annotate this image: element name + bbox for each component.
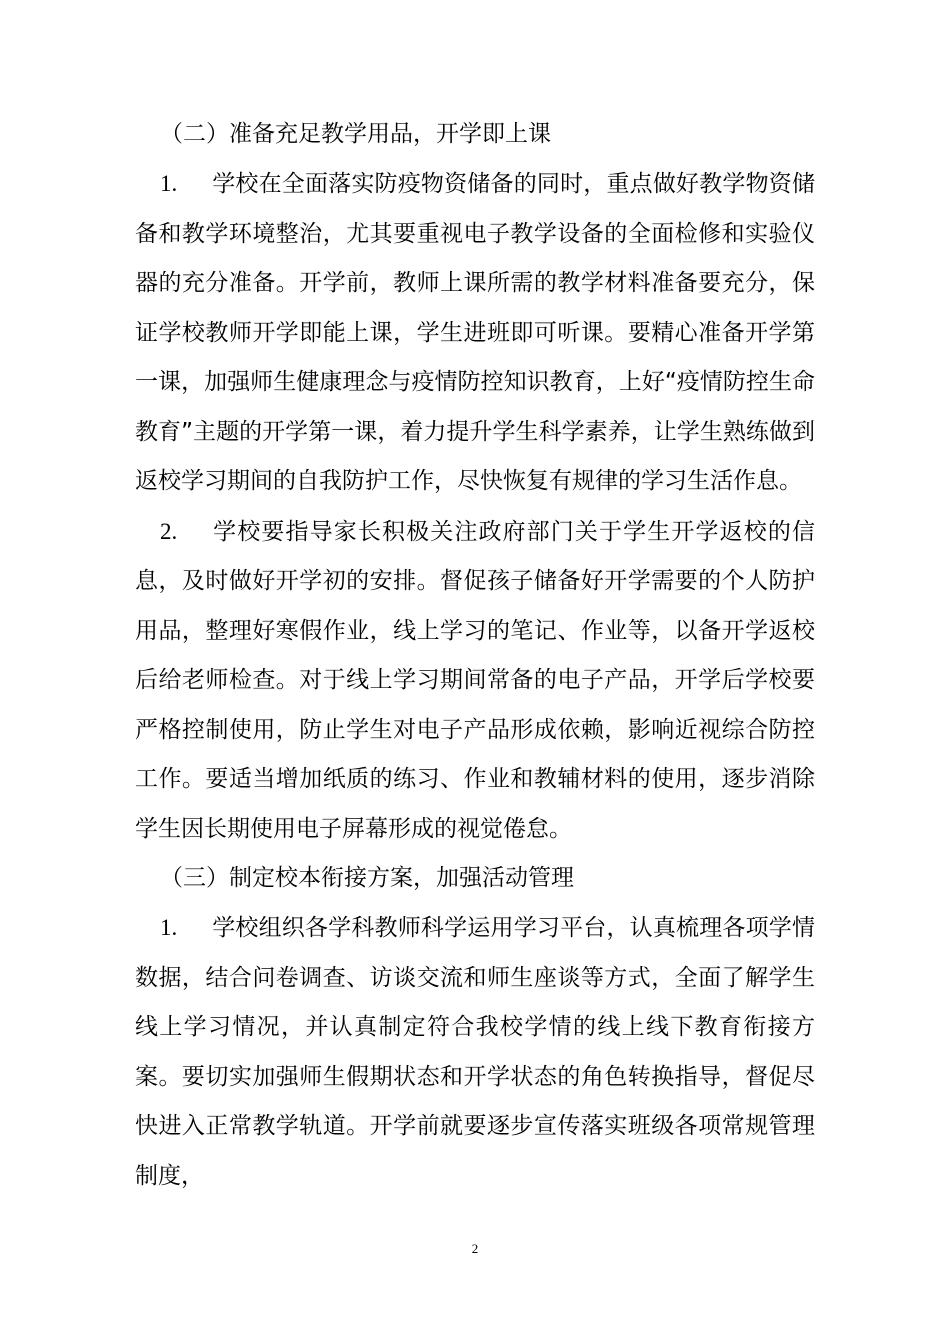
- list-item: [135, 903, 815, 1201]
- item-number: 2.: [160, 518, 178, 544]
- item-text: 学校要指导家长积极关注政府部门关于学生开学返校的信息，及时做好开学初的安排。督促孩子储备好开学需要的个人防护用品，整理好寒假作业，线上学习的笔记、作业等，以备开学返校后给老师检查。对于线上学习期间常备的电子产品，开学后学校要严格控制使用，防止学生对电子产品形成依赖，影响近视综合防控工作。要适当增加纸质的练习、作业和教辅材料的使用，逐步消除学生因长期使用电子屏幕形成的视觉倦怠。: [135, 518, 815, 842]
- document-body: [135, 110, 815, 1201]
- item-text: 学校在全面落实防疫物资储备的同时，重点做好教学物资储备和教学环境整治，尤其要重视电子教学设备的全面检修和实验仪器的充分准备。开学前，教师上课所需的教学材料准备要充分，保证学校教师开学即能上课，学生进班即可听课。要精心准备开学第一课，加强师生健康理念与疫情防控知识教育，上好“疫情防控生命教育”主题的开学第一课，着力提升学生科学素养，让学生熟练做到返校学习期间的自我防护工作，尽快恢复有规律的学习生活作息。: [135, 171, 815, 494]
- section-heading-2: （二）准备充足教学用品，开学即上课: [160, 121, 551, 147]
- item-text: 学校组织各学科教师科学运用学习平台，认真梳理各项学情数据，结合问卷调查、访谈交流和师生座谈等方式，全面了解学生线上学习情况，并认真制定符合我校学情的线上线下教育衔接方案。要切实加强师生假期状态和开学状态的角色转换指导，督促尽快进入正常教学轨道。开学前就要逐步宣传落实班级各项常规管理制度，: [135, 915, 815, 1189]
- item-number: 1.: [160, 915, 178, 940]
- list-item: [135, 159, 815, 507]
- page-number: 2: [471, 1241, 479, 1256]
- item-number: 1.: [160, 171, 178, 196]
- list-item: [135, 507, 815, 855]
- section-heading-3: （三）制定校本衔接方案，加强活动管理: [160, 865, 574, 891]
